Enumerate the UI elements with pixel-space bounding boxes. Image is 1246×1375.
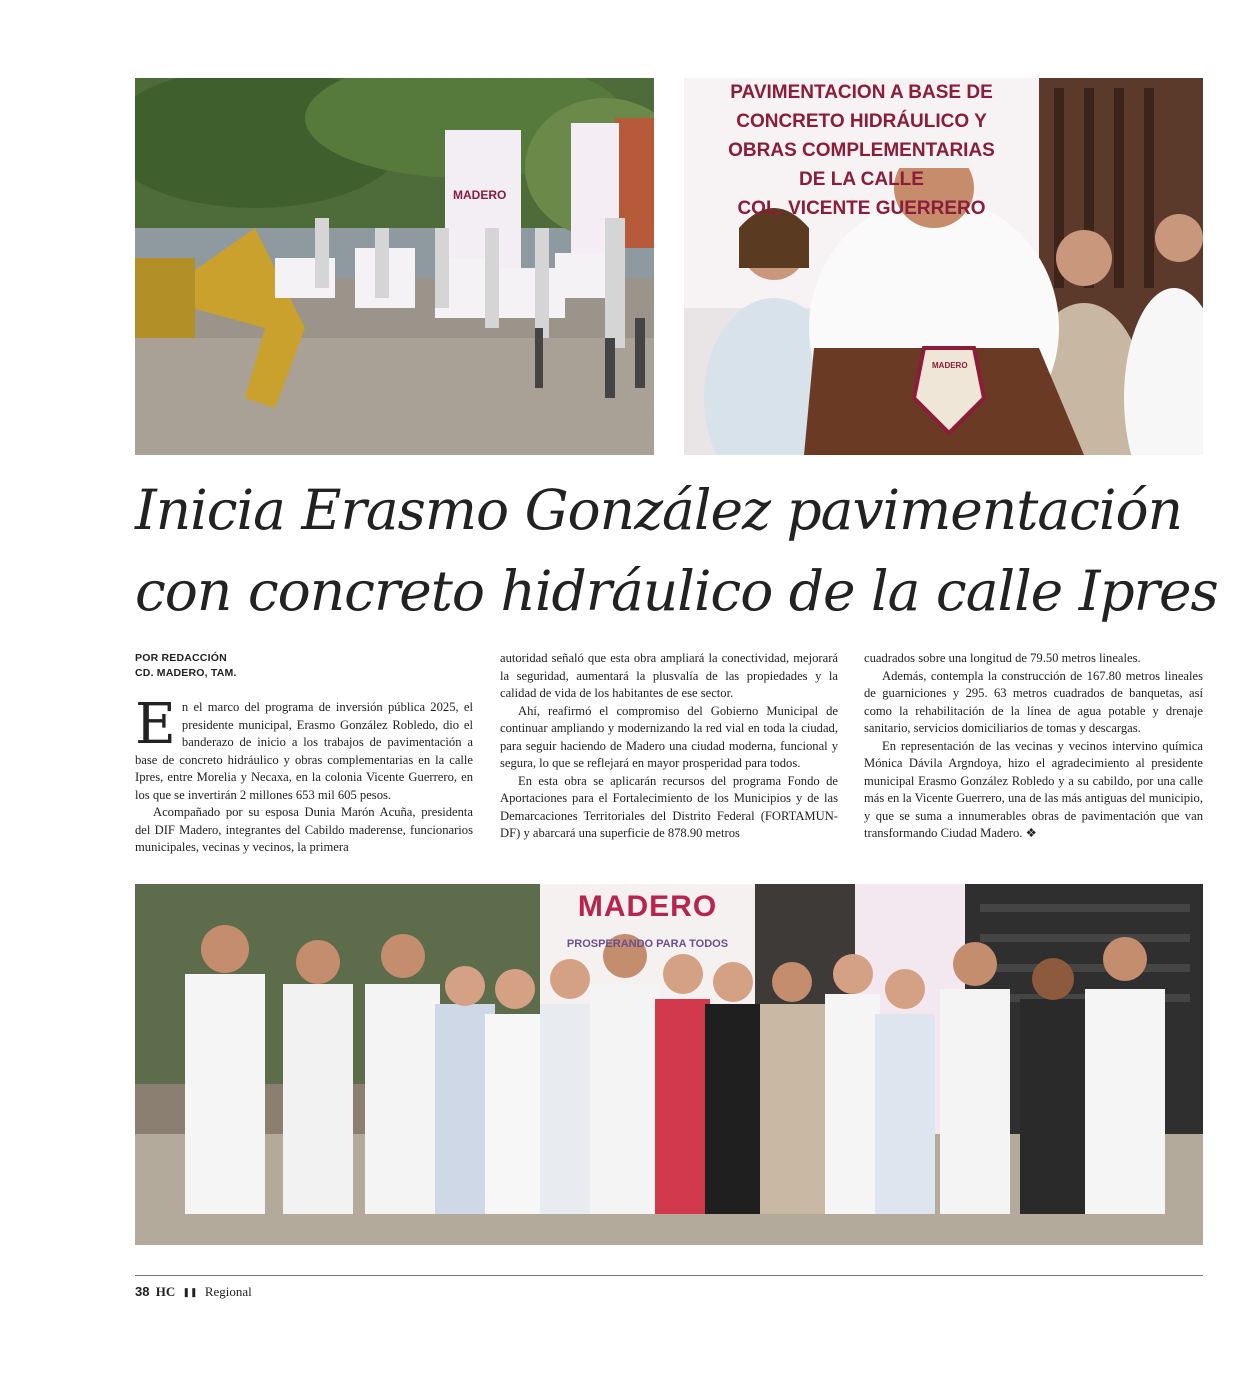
photo-speaker-podium [684,78,1203,455]
backdrop-subtitle: PROSPERANDO PARA TODOS [566,938,729,950]
headline-line-1: Inicia Erasmo González pavimentación [135,478,1183,542]
dropcap: E [135,692,176,757]
paragraph: Acompañado por su esposa Dunia Marón Acuña, presidenta del DIF Madero, integrantes del Cabildo maderense, funcionarios municipales, vecinas y vecinos, la primera [135,805,473,854]
project-sign [684,78,1039,223]
paragraph: cuadrados sobre una longitud de 79.50 metros lineales. [864,651,1141,665]
paragraph [135,692,473,804]
publication-name: HC [155,1284,176,1299]
paragraph: En representación de las vecinas y vecinos intervino química Mónica Dávila Argndoya, hizo el agradecimiento al presidente municipal Erasmo González Robledo y a su cabildo, por una calle más en la Vicente Guerrero, una de las más antiguas del municipio, y que se suma a innumerables obras de pavimentación que van transformando Ciudad Madero. ❖ [864,738,1203,840]
sign-line: DE LA CALLE [799,169,924,190]
footer-rule [135,1275,1203,1276]
photo-groundbreaking [135,78,654,455]
article-column-3 [864,650,1203,843]
byline [135,651,237,681]
paragraph: autoridad señaló que esta obra ampliará la conectividad, mejorará la seguridad, aumentará la plusvalía de las propiedades y la calidad de vida de los habitantes de ese sector. [500,651,838,700]
section-name: Regional [204,1284,252,1299]
paragraph: En esta obra se aplicarán recursos del programa Fondo de Aportaciones para el Fortalecimiento de los Municipios y de las Demarcaciones Territoriales del Distrito Federal (FORTAMUN-DF) y abarcará una superficie de 878.90 metros [500,773,838,840]
headline-line-2: con concreto hidráulico de la calle Ipres [135,559,1218,623]
separator-icon: ❚❚ [182,1287,198,1297]
banner-text: MADERO [453,188,507,202]
sign-line: COL. VICENTE GUERRERO [737,198,986,219]
sign-line: OBRAS COMPLEMENTARIAS [728,140,995,161]
photo-group [135,884,1203,1245]
sign-line: CONCRETO HIDRÁULICO Y [736,111,987,132]
page-number: 38 [135,1284,150,1299]
paragraph: Ahí, reafirmó el compromiso del Gobierno Municipal de continuar ampliando y modernizando la red vial en toda la ciudad, para seguir haciendo de Madero una ciudad moderna, funcional y segura, lo que se reflejará en mayor prosperidad para todos. [500,703,838,770]
podium-seal-text: MADERO [932,361,968,370]
paragraph-text: n el marco del programa de inversión pública 2025, el presidente municipal, Erasmo González Robledo, dio el banderazo de inicio a los trabajos de pavimentación a base de concreto hidráulico y obras complementarias en la calle Ipres, entre Morelia y Necaxa, en la colonia Vicente Guerrero, en los que se invertirán 2 millones 653 mil 605 pesos. [135,700,473,802]
article-column-2 [500,650,838,843]
page-footer [135,1284,252,1300]
byline-dateline: CD. MADERO, TAM. [135,667,237,679]
paragraph: Además, contempla la construcción de 167.80 metros lineales de guarniciones y 295. 63 metros cuadrados de banquetas, así como la rehabilitación de la línea de agua potable y drenaje sanitario, servicios domiciliarios de tomas y descargas. [864,668,1203,735]
article-column-1 [135,692,473,857]
article-headline [135,470,1218,632]
byline-author: POR REDACCIÓN [135,652,227,664]
backdrop-title: MADERO [577,890,718,923]
sign-line: PAVIMENTACION A BASE DE [730,82,993,103]
